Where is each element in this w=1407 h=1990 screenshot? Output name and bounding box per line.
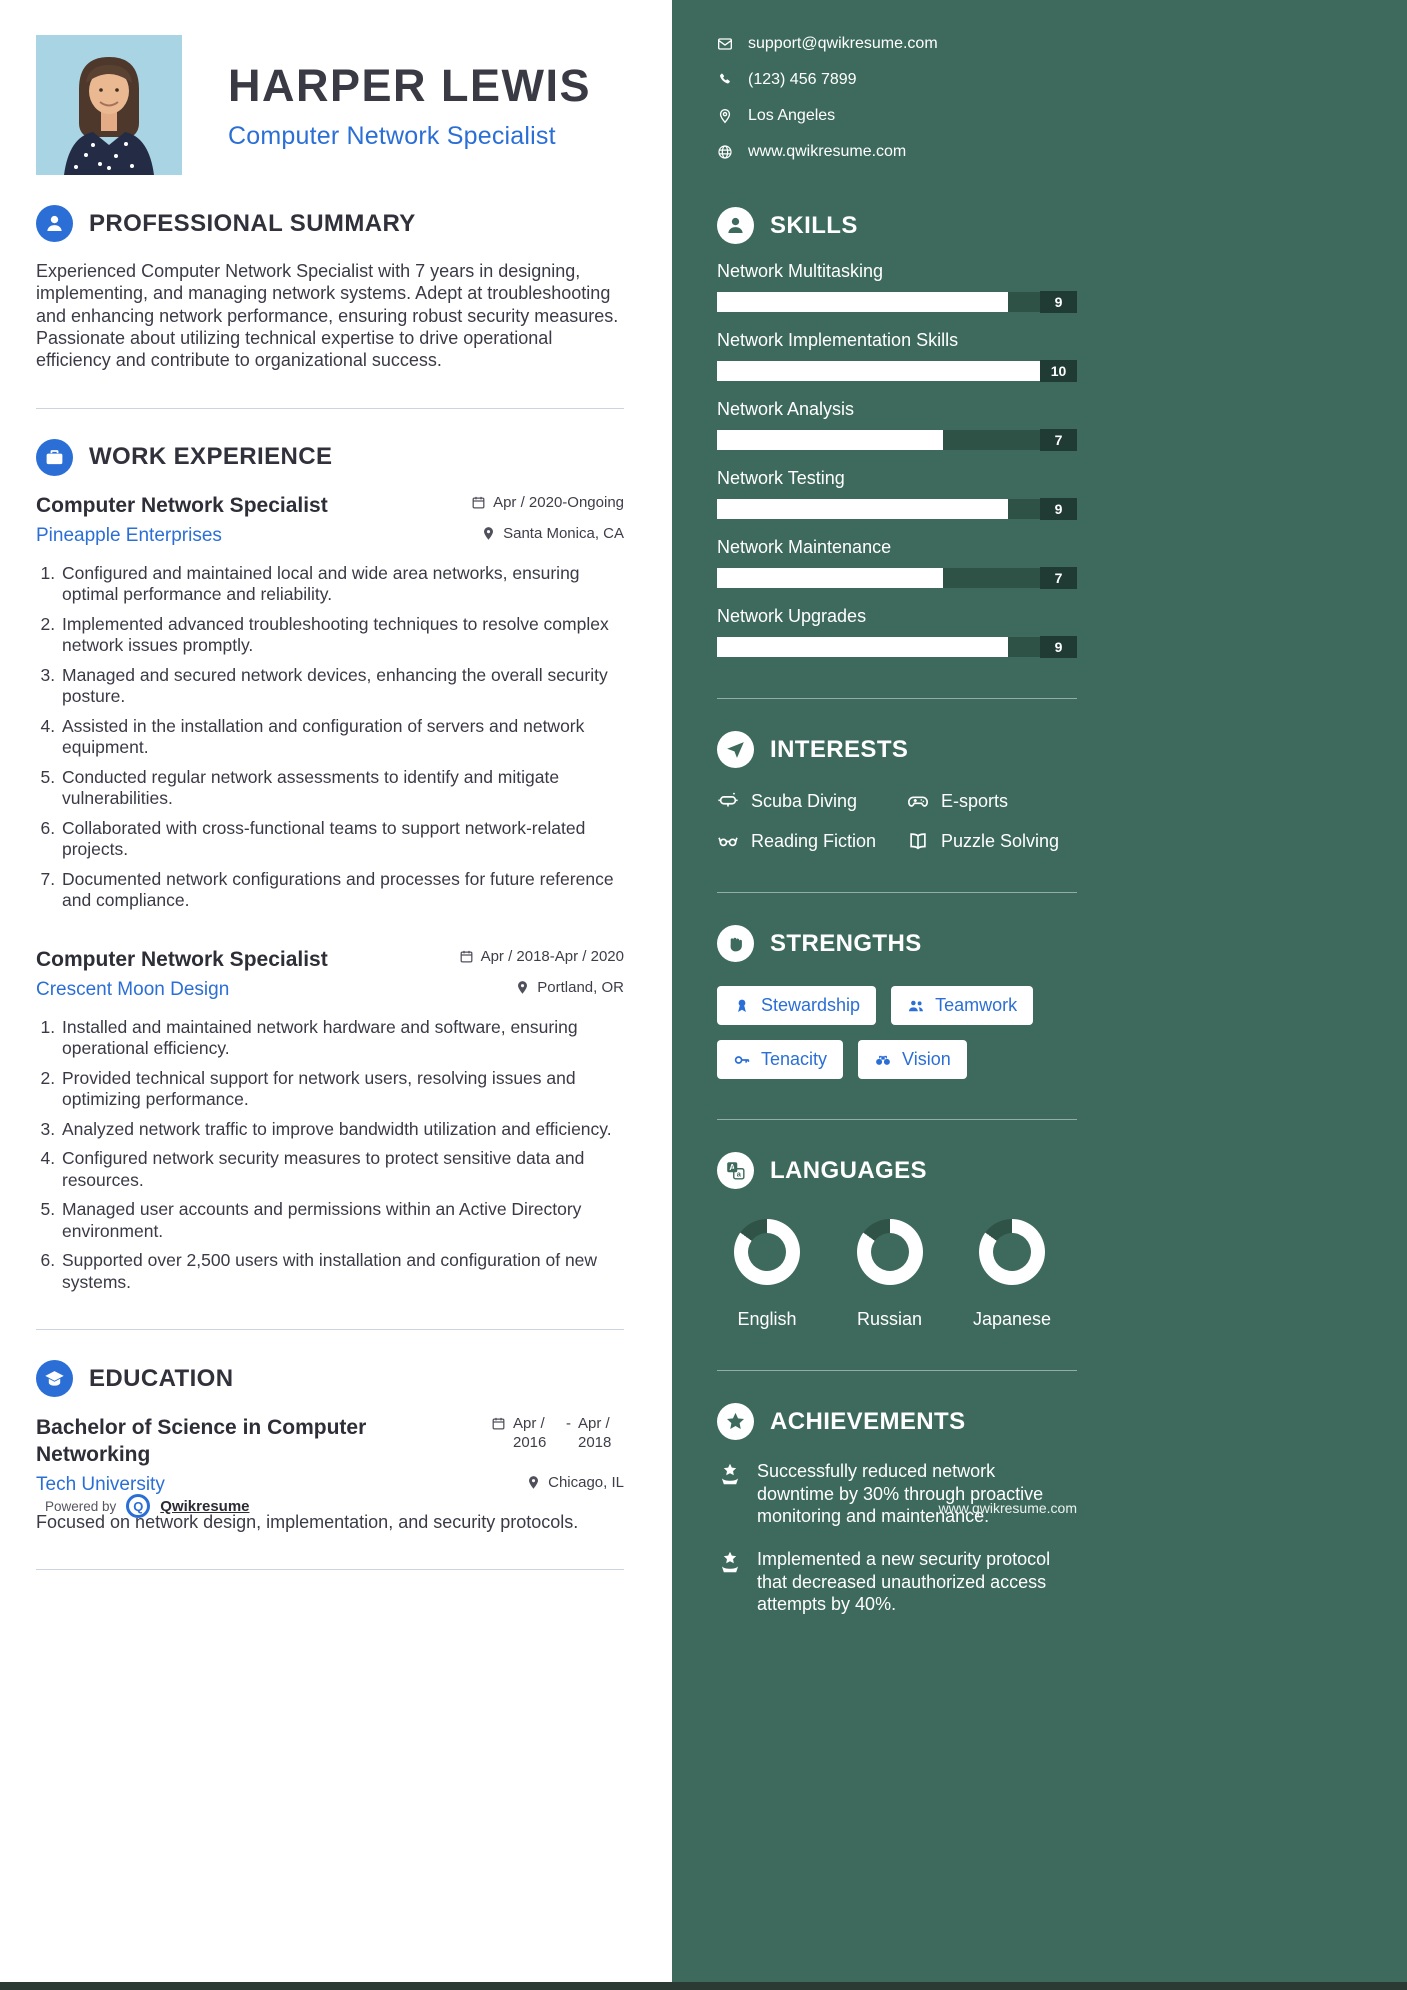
phone-icon xyxy=(717,72,733,88)
divider xyxy=(717,698,1077,699)
work-header xyxy=(36,439,624,476)
languages-heading: LANGUAGES xyxy=(770,1156,927,1184)
globe-icon xyxy=(717,144,733,160)
summary-text: Experienced Computer Network Specialist with 7 years in designing, implementing, and managing network systems. Adept at troubleshooting and enhancing network performance, ensuring robust security measures. Passionate about utilizing technical expertise to drive operational efficiency and contribute to organizational success. xyxy=(36,261,619,371)
school-link[interactable]: Tech University xyxy=(36,1473,165,1495)
achievement-item: Implemented a new security protocol that decreased unauthorized access attempts by 40%. xyxy=(717,1548,1069,1616)
qwikresume-logo: Q xyxy=(126,1494,150,1518)
star-icon xyxy=(717,1403,754,1440)
skill-row: Network Multitasking 9 xyxy=(717,261,1077,313)
summary-heading: PROFESSIONAL SUMMARY xyxy=(89,209,416,237)
skill-score-badge: 9 xyxy=(1040,291,1077,313)
job-bullets xyxy=(36,1017,624,1294)
strength-chip: Vision xyxy=(858,1040,967,1079)
language-item: English xyxy=(717,1219,817,1330)
languages-header xyxy=(717,1152,1077,1189)
paper-plane-icon xyxy=(717,731,754,768)
calendar-icon xyxy=(491,1416,506,1431)
person-gear-icon xyxy=(717,207,754,244)
job-title: Computer Network Specialist xyxy=(36,947,328,971)
company-link[interactable]: Pineapple Enterprises xyxy=(36,524,222,546)
person-icon xyxy=(36,205,73,242)
strengths-list xyxy=(717,986,1062,1079)
job-bullet: 4. Assisted in the installation and configuration of servers and network equipment. xyxy=(60,716,624,759)
job-bullet: 5. Conducted regular network assessments to identify and mitigate vulnerabilities. xyxy=(60,767,624,810)
book-icon xyxy=(907,830,929,852)
binoculars-icon xyxy=(874,1051,892,1069)
contact-website: www.qwikresume.com xyxy=(717,143,1077,161)
calendar-icon xyxy=(459,949,474,964)
job-bullet: 1. Installed and maintained network hardware and software, ensuring operational efficiency. xyxy=(60,1017,624,1060)
person-name: HARPER LEWIS xyxy=(228,59,592,111)
hand-star-icon xyxy=(717,1461,743,1487)
graduation-cap-icon xyxy=(36,1360,73,1397)
location-pin-icon xyxy=(515,980,530,995)
divider xyxy=(36,1569,624,1570)
strengths-heading: STRENGTHS xyxy=(770,929,922,957)
job-dates: Apr / 2018-Apr / 2020 xyxy=(459,948,624,965)
divider xyxy=(36,408,624,409)
job-bullet: 3. Analyzed network traffic to improve bandwidth utilization and efficiency. xyxy=(60,1119,624,1141)
powered-by-footer xyxy=(45,1494,250,1518)
skill-bar xyxy=(717,361,1040,381)
skill-row: Network Upgrades 9 xyxy=(717,606,1077,658)
strength-chip: Stewardship xyxy=(717,986,876,1025)
work-heading: WORK EXPERIENCE xyxy=(89,443,333,471)
skill-bar xyxy=(717,430,1040,450)
skill-bar xyxy=(717,499,1040,519)
powered-by-label: Powered by xyxy=(45,1498,117,1514)
skill-score-badge: 7 xyxy=(1040,429,1077,451)
job-entry xyxy=(36,494,624,912)
contact-phone: (123) 456 7899 xyxy=(717,71,1077,89)
sidebar-footer-website[interactable]: www.qwikresume.com xyxy=(938,1500,1077,1516)
skill-bar xyxy=(717,568,1040,588)
summary-header xyxy=(36,205,624,242)
skill-score-badge: 7 xyxy=(1040,567,1077,589)
education-header xyxy=(36,1360,624,1397)
education-note: Focused on network design, implementation, and security protocols. xyxy=(36,1511,579,1532)
summary-section xyxy=(36,205,624,372)
job-bullet: 3. Managed and secured network devices, enhancing the overall security posture. xyxy=(60,665,624,708)
languages-section xyxy=(717,1152,1077,1330)
job-bullet: 7. Documented network configurations and processes for future reference and compliance. xyxy=(60,869,624,912)
achievements-header xyxy=(717,1403,1077,1440)
map-pin-icon xyxy=(717,108,733,124)
profile-photo xyxy=(36,35,182,175)
glasses-icon xyxy=(717,830,739,852)
skills-heading: SKILLS xyxy=(770,211,858,239)
envelope-icon xyxy=(717,36,733,52)
contact-email: support@qwikresume.com xyxy=(717,35,1077,53)
education-dates: Apr / 2016 - Apr / 2018 xyxy=(491,1415,624,1453)
job-bullet: 2. Implemented advanced troubleshooting techniques to resolve complex network issues promptly. xyxy=(60,614,624,657)
sidebar-column xyxy=(672,0,1407,1990)
divider xyxy=(717,1119,1077,1120)
profile-photo-illustration xyxy=(36,35,182,175)
skills-section xyxy=(717,207,1077,658)
achievement-item: Successfully reduced network downtime by 30% through proactive monitoring and maintenance. xyxy=(717,1460,1069,1528)
main-column xyxy=(0,0,672,1990)
languages-list xyxy=(717,1219,1062,1330)
job-location: Santa Monica, CA xyxy=(481,525,624,542)
achievements-heading: ACHIEVEMENTS xyxy=(770,1407,966,1435)
skill-row: Network Implementation Skills 10 xyxy=(717,330,1077,382)
interest-item: Scuba Diving xyxy=(717,790,907,812)
divider xyxy=(717,1370,1077,1371)
scuba-mask-icon xyxy=(717,790,739,812)
interests-heading: INTERESTS xyxy=(770,735,909,763)
interests-grid xyxy=(717,790,1077,852)
job-bullet: 4. Configured network security measures to protect sensitive data and resources. xyxy=(60,1148,624,1191)
location-pin-icon xyxy=(481,526,496,541)
language-item: Russian xyxy=(840,1219,940,1330)
briefcase-icon xyxy=(36,439,73,476)
interests-section xyxy=(717,731,1077,852)
contact-location: Los Angeles xyxy=(717,107,1077,125)
education-location: Chicago, IL xyxy=(526,1474,624,1491)
contact-block xyxy=(717,35,1077,161)
job-dates: Apr / 2020-Ongoing xyxy=(471,494,624,511)
job-bullet: 2. Provided technical support for network users, resolving issues and optimizing performance. xyxy=(60,1068,624,1111)
skill-row: Network Analysis 7 xyxy=(717,399,1077,451)
strengths-section xyxy=(717,925,1077,1079)
language-item: Japanese xyxy=(962,1219,1062,1330)
degree-title: Bachelor of Science in Computer Networking xyxy=(36,1416,367,1466)
translate-icon xyxy=(717,1152,754,1189)
education-heading: EDUCATION xyxy=(89,1364,234,1392)
divider xyxy=(717,892,1077,893)
qwikresume-brand-link[interactable]: Qwikresume xyxy=(160,1497,250,1515)
calendar-icon xyxy=(471,495,486,510)
job-bullet: 5. Managed user accounts and permissions within an Active Directory environment. xyxy=(60,1199,624,1242)
language-donut xyxy=(979,1219,1045,1285)
fist-icon xyxy=(717,925,754,962)
award-icon xyxy=(733,997,751,1015)
skill-bar xyxy=(717,637,1040,657)
location-pin-icon xyxy=(526,1475,541,1490)
skill-bar xyxy=(717,292,1040,312)
skill-score-badge: 9 xyxy=(1040,636,1077,658)
divider xyxy=(36,1329,624,1330)
strengths-header xyxy=(717,925,1077,962)
language-donut xyxy=(734,1219,800,1285)
interests-header xyxy=(717,731,1077,768)
interest-item: Puzzle Solving xyxy=(907,830,1077,852)
strength-chip: Teamwork xyxy=(891,986,1033,1025)
person-job-title: Computer Network Specialist xyxy=(228,121,556,150)
job-bullets xyxy=(36,563,624,912)
name-block xyxy=(228,60,591,151)
gamepad-icon xyxy=(907,790,929,812)
interest-item: E-sports xyxy=(907,790,1077,812)
identity-header xyxy=(36,35,624,175)
skill-row: Network Maintenance 7 xyxy=(717,537,1077,589)
skill-row: Network Testing 9 xyxy=(717,468,1077,520)
language-donut xyxy=(857,1219,923,1285)
job-bullet: 6. Collaborated with cross-functional teams to support network-related projects. xyxy=(60,818,624,861)
job-title: Computer Network Specialist xyxy=(36,493,328,517)
skill-score-badge: 10 xyxy=(1040,360,1077,382)
job-entry xyxy=(36,948,624,1294)
team-icon xyxy=(907,997,925,1015)
work-section xyxy=(36,439,624,1294)
strength-chip: Tenacity xyxy=(717,1040,843,1079)
hand-star-icon xyxy=(717,1549,743,1575)
page-bottom-edge xyxy=(0,1982,1407,1990)
company-link[interactable]: Crescent Moon Design xyxy=(36,978,230,1000)
skill-score-badge: 9 xyxy=(1040,498,1077,520)
svg-text:A: A xyxy=(729,1163,736,1173)
svg-text:a: a xyxy=(736,1169,741,1179)
job-location: Portland, OR xyxy=(515,979,624,996)
job-bullet: 6. Supported over 2,500 users with installation and configuration of new systems. xyxy=(60,1250,624,1293)
skills-header xyxy=(717,207,1077,244)
key-icon xyxy=(733,1051,751,1069)
interest-item: Reading Fiction xyxy=(717,830,907,852)
job-bullet: 1. Configured and maintained local and wide area networks, ensuring optimal performance and reliability. xyxy=(60,563,624,606)
